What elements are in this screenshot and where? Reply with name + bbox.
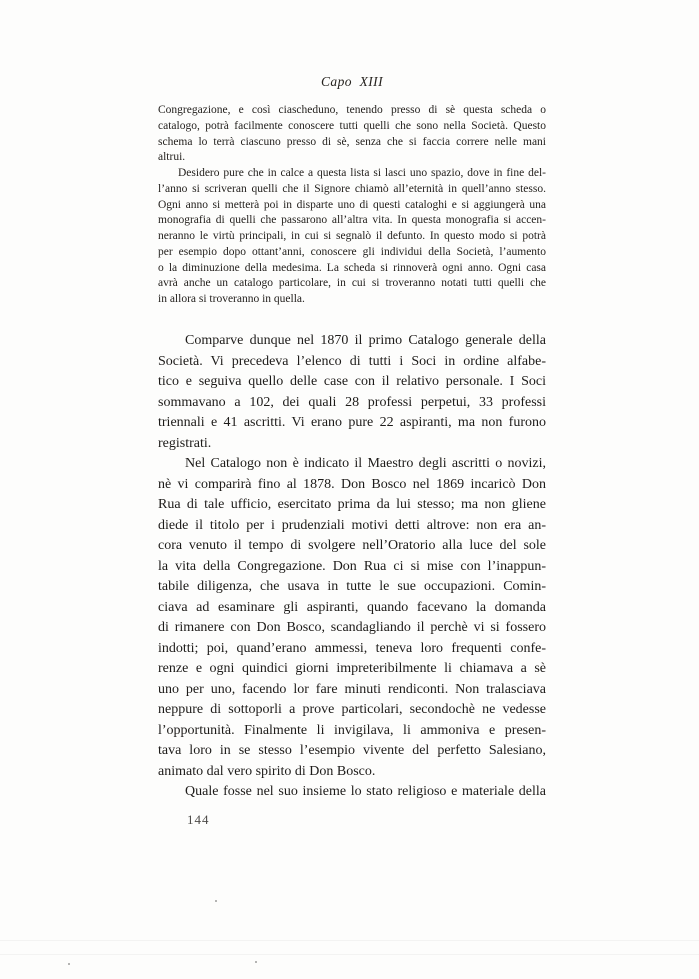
scan-speck	[215, 900, 217, 902]
text-line: ciava ad esaminare gli aspiranti, quando facevano la domanda	[158, 599, 546, 615]
text-line: monografia di quelli che passarono all’altra vita. In questa monografia si accen-	[158, 214, 546, 227]
quote-block	[158, 103, 546, 308]
text-line: cora venuto il tempo di svolgere nell’Oratorio alla luce del sole	[158, 538, 546, 553]
scan-speck	[255, 961, 257, 963]
text-line: l’anno si scriveran quelli che il Signore chiamò all’eternità in quell’anno stesso.	[158, 182, 546, 195]
text-line: renze e ogni quindici giorni impreteribilmente li chiamava a sè	[158, 661, 546, 676]
text-line: neppure di sottoporli a prove particolari, secondochè ne vedesse	[158, 702, 546, 717]
text-line: Quale fosse nel suo insieme lo stato religioso e materiale della	[185, 784, 546, 799]
text-line: neranno le virtù principali, in cui si segnalò il defunto. In questo modo si potrà	[158, 230, 546, 242]
text-line: animato dal vero spirito di Don Bosco.	[158, 763, 376, 779]
page-number: 144	[187, 812, 210, 827]
text-line: Ogni anno si metterà poi in disparte uno di questi cataloghi e si aggiungerà una	[158, 198, 546, 211]
text-line: Desidero pure che in calce a questa lista si lasci uno spazio, dove in fine del-	[178, 167, 546, 179]
text-line: altrui.	[158, 151, 186, 164]
text-line: indotti; poi, quand’erano ammessi, teneva loro frequenti confe-	[158, 640, 546, 656]
text-line: tabile diligenza, che usava in tutte le sue occupazioni. Comin-	[158, 579, 546, 594]
text-line: nè vi comparirà fino al 1878. Don Bosco nel 1869 incaricò Don	[158, 476, 546, 492]
text-line: uno per uno, facendo lor fare minuti rendiconti. Non tralasciava	[158, 681, 546, 697]
text-line: Società. Vi precedeva l’elenco di tutti i Soci in ordine alfabe-	[158, 353, 546, 369]
text-line: avrà anche un catalogo particolare, in cui si troveranno notati tutti quelli che	[158, 277, 546, 290]
text-line: Rua di tale ufficio, esercitato prima da lui stesso; ma non gliene	[158, 497, 546, 512]
text-line: tava loro in se stesso l’esempio vivente del perfetto Salesiano,	[158, 743, 546, 758]
text-line: per esempio dopo ottant’anni, conoscere gli individui della Società, l’aumento	[158, 245, 546, 258]
text-line: catalogo, potrà facilmente conoscere tutti quelli che sono nella Società. Questo	[158, 119, 546, 132]
text-line: sommavano a 102, dei quali 28 professi perpetui, 33 professi	[158, 394, 546, 410]
text-line: in allora si troveranno in quella.	[158, 293, 305, 305]
scan-artifact-line	[0, 940, 699, 941]
text-line: diede il titolo per i prudenziali motivi detti altrove: non era an-	[158, 517, 546, 533]
text-line: o la diminuzione della medesima. La scheda si rinnoverà ogni anno. Ogni casa	[158, 261, 546, 274]
text-line: schema lo terrà ciascuno presso di sè, senza che si faccia correre nelle mani	[158, 135, 546, 148]
scan-artifact-line	[0, 954, 699, 955]
text-line: di rimanere con Don Bosco, scandagliando il perchè vi si fossero	[158, 620, 546, 635]
body-text	[158, 331, 546, 803]
text-line: Comparve dunque nel 1870 il primo Catalogo generale della	[185, 333, 546, 348]
scan-speck	[68, 963, 70, 965]
text-line: la vita della Congregazione. Don Rua ci si mise con l’inappun-	[158, 558, 546, 574]
text-line: registrati.	[158, 435, 212, 451]
text-line: Congregazione, e così ciascheduno, tenendo presso di sè questa scheda o	[158, 104, 546, 116]
chapter-heading: Capo XIII	[321, 74, 383, 89]
text-line: triennali e 41 ascritti. Vi erano pure 22 aspiranti, ma non furono	[158, 415, 546, 430]
text-line: l’opportunità. Finalmente li invigilava, li ammoniva e presen-	[158, 722, 546, 738]
text-line: tico e seguiva quello delle case con il relativo personale. I Soci	[158, 374, 546, 389]
text-line: Nel Catalogo non è indicato il Maestro degli ascritti o novizi,	[185, 456, 546, 471]
